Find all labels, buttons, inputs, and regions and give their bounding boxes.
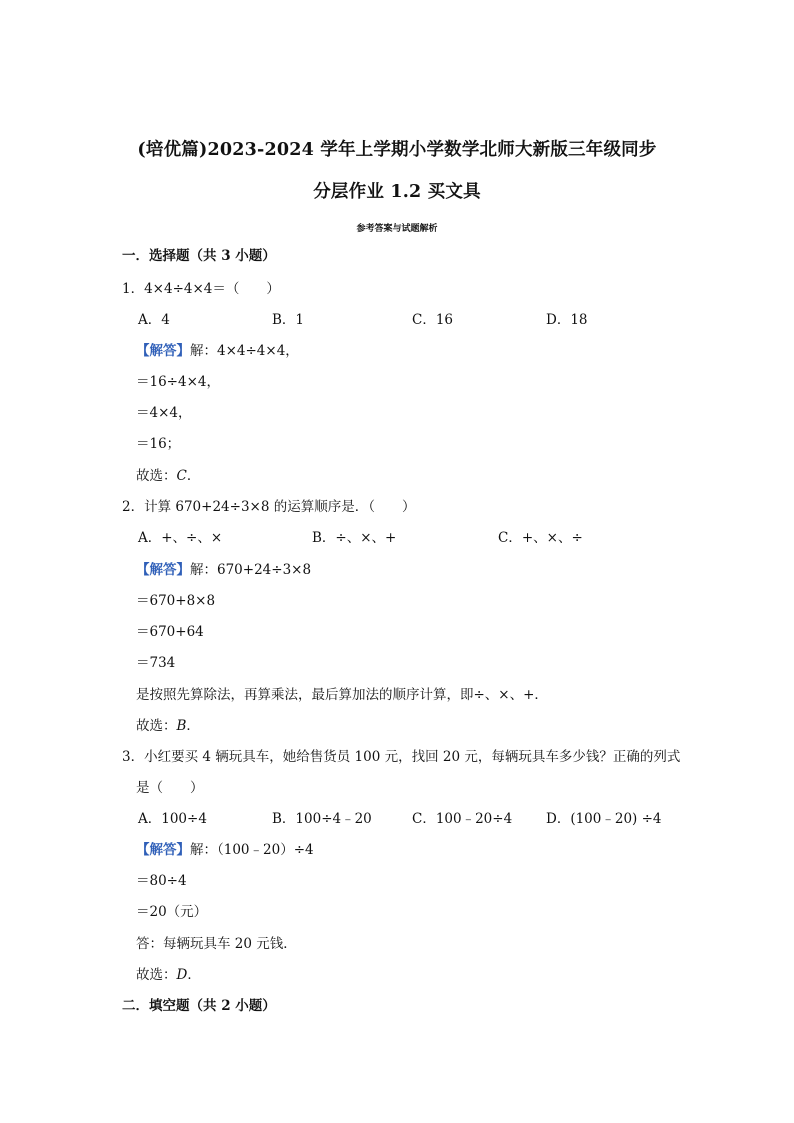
question-2-option-c: C．+、×、÷ [498,530,583,546]
question-3-answer-line-1 [136,841,314,859]
section-heading-fill-blank: 二．填空题（共 2 小题） [122,998,276,1014]
choice-letter: D [176,967,188,983]
question-2-answer-line-4: ＝734 [136,655,176,671]
choice-prefix: 故选： [136,468,177,484]
question-1-option-d: D．18 [546,312,588,328]
answer-text: 解：（100﹣20）÷4 [190,842,314,858]
question-2-option-b: B．÷、×、+ [312,530,397,546]
question-1-choice [136,467,200,485]
question-2-choice [136,717,200,735]
choice-suffix: ． [186,468,201,484]
question-1-option-b: B．1 [272,312,305,328]
question-3-choice [136,966,201,984]
answer-tag: 【解答】 [136,343,190,359]
question-2-answer-line-3: ＝670+64 [136,624,204,640]
choice-prefix: 故选： [136,967,177,983]
choice-suffix: ． [186,718,200,734]
document-title-line2: 分层作业 1.2 买文具 [313,182,481,202]
question-3-reply: 答：每辆玩具车 20 元钱． [136,936,297,952]
answer-text: 解：4×4÷4×4， [190,343,299,359]
question-3-stem-line-1: 3．小红要买 4 辆玩具车，她给售货员 100 元，找回 20 元，每辆玩具车多少钱？正确的列式 [122,749,681,765]
question-3-answer-line-3: ＝20（元） [136,904,208,920]
question-3-option-c: C．100﹣20÷4 [412,811,513,827]
answer-tag: 【解答】 [136,842,190,858]
question-1-stem: 1．4×4÷4×4＝（ ） [122,281,280,297]
question-3-option-a: A．100÷4 [138,811,207,827]
question-1-answer-line-3: ＝4×4， [136,405,192,421]
question-1-option-a: A．4 [138,312,170,328]
document-subtitle: 参考答案与试题解析 [356,224,438,234]
question-2-stem: 2．计算 670+24÷3×8 的运算顺序是．（ ） [122,499,416,515]
choice-suffix: ． [187,967,201,983]
section-heading-choice: 一．选择题（共 3 小题） [122,248,276,264]
question-3-answer-line-2: ＝80÷4 [136,873,187,889]
question-2-explanation: 是按照先算除法，再算乘法，最后算加法的顺序计算，即÷、×、+． [136,687,548,703]
question-3-stem-line-2: 是（ ） [136,780,204,796]
choice-letter: B [176,718,187,734]
question-3-option-d: D．(100﹣20) ÷4 [546,811,662,827]
choice-prefix: 故选： [136,718,177,734]
question-1-answer-line-2: ＝16÷4×4， [136,374,220,390]
question-2-answer-line-1 [136,561,311,579]
question-2-answer-line-2: ＝670+8×8 [136,593,216,609]
question-1-answer-line-1 [136,342,299,360]
document-title-line1: (培优篇)2023-2024 学年上学期小学数学北师大新版三年级同步 [137,140,657,160]
question-1-answer-line-4: ＝16； [136,436,181,452]
answer-tag: 【解答】 [136,562,190,578]
answer-text: 解：670+24÷3×8 [190,562,312,578]
question-3-option-b: B．100÷4﹣20 [272,811,372,827]
choice-letter: C [176,468,187,484]
question-2-option-a: A．+、÷、× [138,530,223,546]
question-1-option-c: C．16 [412,312,454,328]
